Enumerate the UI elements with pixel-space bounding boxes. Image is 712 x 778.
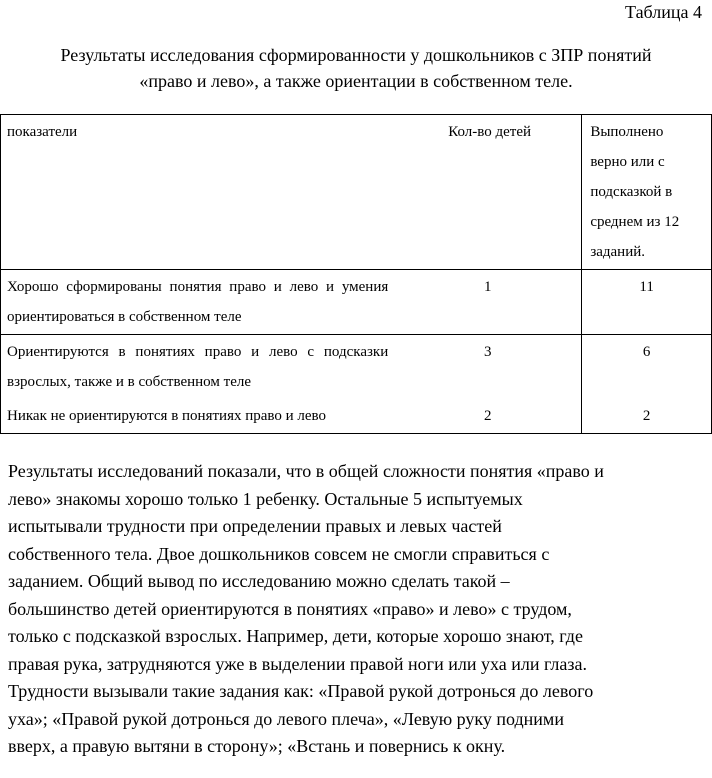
table-row [1, 270, 712, 335]
paragraph-line: испытывали трудности при определении правых и левых частей [8, 516, 502, 536]
header-done-line: подсказкой в [590, 184, 673, 200]
table-header-row [1, 115, 712, 270]
table-row [1, 335, 712, 400]
paragraph-line: большинство детей ориентируются в понятиях «право» и лево» с трудом, [8, 598, 572, 619]
table-number: Таблица 4 [625, 2, 702, 22]
title-line-1: Результаты исследования сформированности у дошкольников с ЗПР понятий [60, 45, 652, 65]
row-done: 6 [582, 335, 712, 400]
row-done: 2 [582, 399, 712, 434]
row-done: 11 [582, 270, 712, 335]
paragraph-line: только с подсказкой взрослых. Например, дети, которые хорошо знают, где [8, 626, 583, 646]
header-done-line: среднем из 12 [590, 214, 680, 230]
row-indicator: Ориентируются в понятиях право и лево с подсказки взрослых, также и в собственном теле [1, 335, 395, 400]
conclusion-paragraph [8, 458, 708, 761]
row-indicator: Хорошо сформированы понятия право и лево и умения ориентироваться в собственном теле [1, 270, 395, 335]
row-count: 2 [394, 399, 582, 434]
row-count: 3 [394, 335, 582, 400]
paragraph-line: правая рука, затрудняются уже в выделении правой ноги или уха или глаза. [8, 653, 587, 674]
paragraph-line: Результаты исследований показали, что в общей сложности понятия «право и [8, 461, 604, 481]
paragraph-line: вверх, а правую вытяни в сторону»; «Встань и повернись к окну. [8, 736, 506, 756]
paragraph-line: уха»; «Правой рукой дотронься до левого плеча», «Левую руку подними [8, 708, 564, 729]
paragraph-line: Трудности вызывали такие задания как: «Правой рукой дотронься до левого [8, 681, 594, 701]
paragraph-line: лево» знакомы хорошо только 1 ребенку. Остальные 5 испытуемых [8, 488, 523, 509]
results-table [0, 114, 712, 434]
paragraph-line: собственного тела. Двое дошкольников совсем не смогли справиться с [8, 543, 550, 564]
header-done-line: верно или с [590, 154, 665, 170]
paragraph-line: заданием. Общий вывод по исследованию можно сделать такой – [8, 571, 510, 591]
header-done-line: Выполнено [590, 124, 664, 140]
header-indicators: показатели [1, 115, 395, 270]
row-count: 1 [394, 270, 582, 335]
table-row [1, 399, 712, 434]
title-line-2: «право и лево», а также ориентации в собственном теле. [139, 71, 573, 91]
row-indicator: Никак не ориентируются в понятиях право и лево [1, 399, 395, 434]
header-done-line: заданий. [590, 244, 646, 260]
table-title [0, 42, 712, 94]
header-done [582, 115, 712, 270]
header-count: Кол-во детей [394, 115, 582, 270]
